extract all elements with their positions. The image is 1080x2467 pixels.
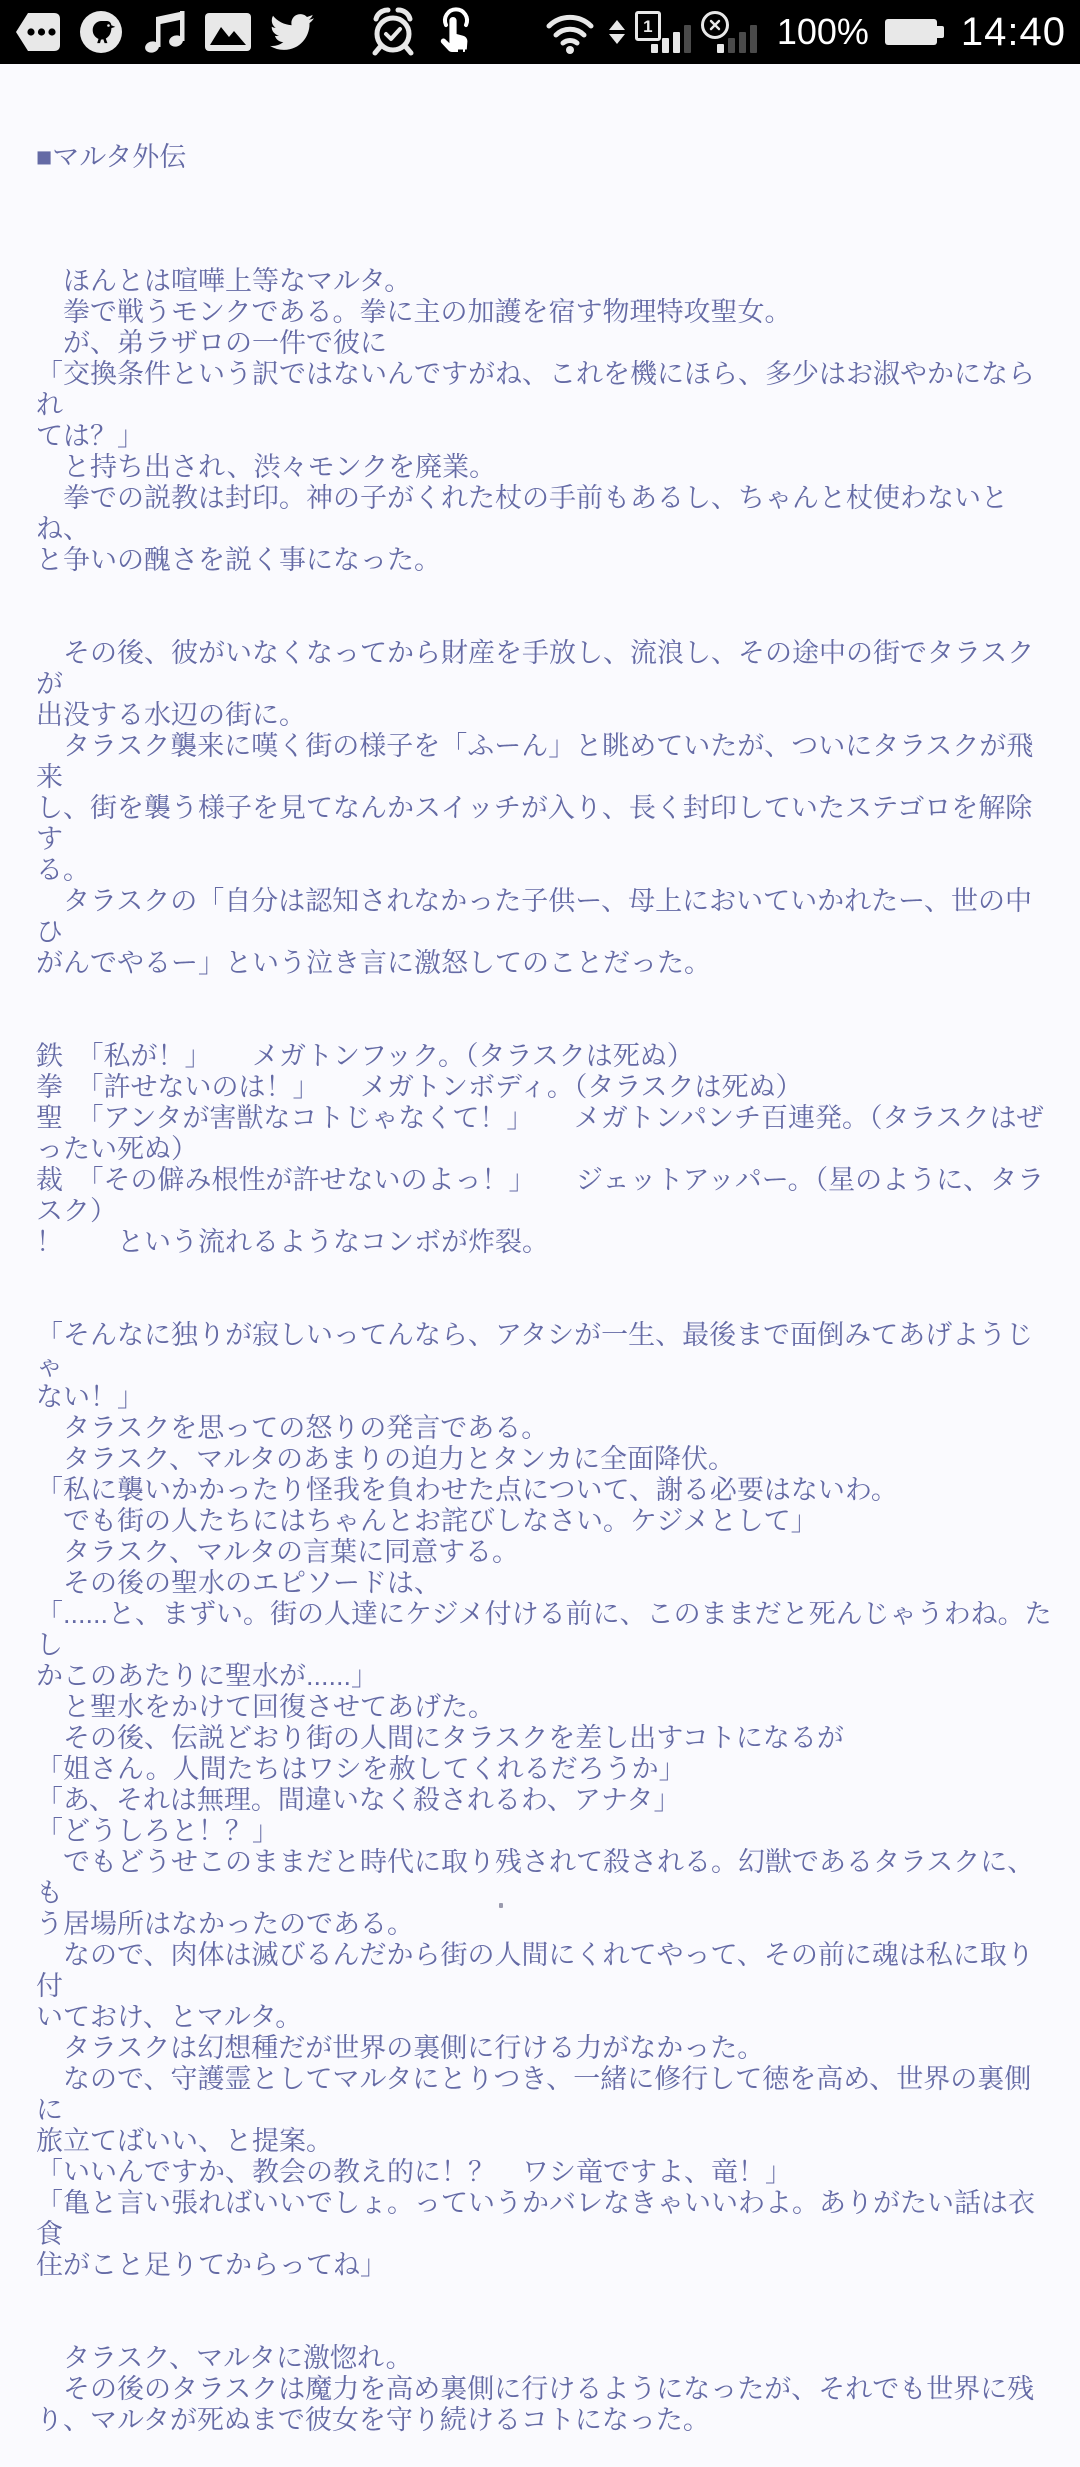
text-line bbox=[36, 607, 1052, 638]
text-line bbox=[36, 2312, 1052, 2343]
text-line: タラスクを思っての怒りの発言である。 bbox=[36, 1413, 549, 1443]
text-line bbox=[36, 235, 1052, 266]
text-line: ては？」 bbox=[36, 421, 144, 451]
text-line bbox=[36, 1289, 1052, 1320]
text-line: ったい死ぬ） bbox=[36, 1134, 198, 1164]
text-line: が、弟ラザロの一件で彼に bbox=[36, 328, 387, 358]
data-arrows-icon bbox=[609, 20, 625, 44]
twitter-icon bbox=[268, 8, 316, 56]
text-line: その後、伝説どおり街の人間にタラスクを差し出すコトになるが bbox=[36, 1723, 844, 1753]
sim1-badge: 1 bbox=[635, 11, 661, 41]
text-line: その後のタラスクは魔力を高め裏側に行けるようになったが、それでも世界に残 bbox=[36, 2374, 1035, 2404]
text-line: と争いの醜さを説く事になった。 bbox=[36, 545, 441, 575]
text-line bbox=[36, 576, 1052, 607]
text-line: 「いいんですか、教会の教え的に！？ ワシ竜ですよ、竜！」 bbox=[36, 2157, 792, 2187]
text-line: と持ち出され、渋々モンクを廃業。 bbox=[36, 452, 497, 482]
battery-icon bbox=[885, 19, 937, 45]
text-line bbox=[36, 1258, 1052, 1289]
text-line: 「......と、まずい。街の人達にケジメ付ける前に、このままだと死んじゃうわね。たし bbox=[36, 1599, 1052, 1660]
text-line: 旅立てばいい、と提案。 bbox=[36, 2126, 333, 2156]
notification-icons bbox=[14, 8, 478, 56]
text-line: 拳 「許せないのは！」 メガトンボディ。（タラスクは死ぬ） bbox=[36, 1072, 803, 1102]
story-text bbox=[36, 235, 1052, 2436]
text-line: 聖 「アンタが害獣なコトじゃなくて！」 メガトンパンチ百連発。（タラスクはぜ bbox=[36, 1103, 1044, 1133]
text-line: がんでやるー」という泣き言に激怒してのことだった。 bbox=[36, 948, 711, 978]
text-line: かこのあたりに聖水が......」 bbox=[36, 1661, 379, 1691]
text-line: その後の聖水のエピソードは、 bbox=[36, 1568, 441, 1598]
text-line: 拳で戦うモンクである。拳に主の加護を宿す物理特攻聖女。 bbox=[36, 297, 792, 327]
text-line: タラスク、マルタに激惚れ。 bbox=[36, 2343, 413, 2373]
wifi-icon bbox=[543, 8, 597, 56]
text-line: なので、守護霊としてマルタにとりつき、一緒に修行して徳を高め、世界の裏側に bbox=[36, 2064, 1032, 2125]
text-line: スク） bbox=[36, 1196, 117, 1226]
page-title: ■マルタ外伝 bbox=[36, 142, 187, 172]
text-line: でもどうせこのままだと時代に取り残されて殺される。幻獣であるタラスクに、も bbox=[36, 1847, 1035, 1908]
text-line: 「どうしろと！？」 bbox=[36, 1816, 279, 1846]
text-line: 出没する水辺の街に。 bbox=[36, 700, 306, 730]
text-line: 裁 「その僻み根性が許せないのよっ！」 ジェットアッパー。（星のように、タラ bbox=[36, 1165, 1045, 1195]
touch-input-icon bbox=[434, 8, 478, 56]
music-icon bbox=[140, 8, 188, 56]
text-line: 「亀と言い張ればいいでしょ。っていうかバレなきゃいいわよ。ありがたい話は衣食 bbox=[36, 2188, 1035, 2249]
text-line: タラスク、マルタの言葉に同意する。 bbox=[36, 1537, 520, 1567]
signal-sim1-icon bbox=[635, 9, 691, 55]
text-line: ！ という流れるようなコンボが炸裂。 bbox=[36, 1227, 549, 1257]
clock: 14:40 bbox=[960, 9, 1066, 54]
text-line bbox=[36, 2281, 1052, 2312]
text-line: り、マルタが死ぬまで彼女を守り続けるコトになった。 bbox=[36, 2405, 710, 2435]
battery-percent: 100% bbox=[776, 11, 869, 52]
alarm-clock-icon bbox=[368, 8, 418, 56]
text-line: 「私に襲いかかったり怪我を負わせた点について、謝る必要はないわ。 bbox=[36, 1475, 898, 1505]
text-line: 「そんなに独りが寂しいってんなら、アタシが一生、最後まで面倒みてあげようじゃ bbox=[36, 1320, 1034, 1381]
stray-mark bbox=[499, 1903, 503, 1908]
text-line: なので、肉体は滅びるんだから街の人間にくれてやって、その前に魂は私に取り付 bbox=[36, 1940, 1034, 2001]
text-line: と聖水をかけて回復させてあげた。 bbox=[36, 1692, 495, 1722]
text-line bbox=[36, 979, 1052, 1010]
text-line bbox=[36, 1010, 1052, 1041]
text-line: し、街を襲う様子を見てなんかスイッチが入り、長く封印していたステゴロを解除す bbox=[36, 793, 1033, 854]
text-line: その後、彼がいなくなってから財産を手放し、流浪し、その途中の街でタラスクが bbox=[36, 638, 1035, 699]
text-line: 住がこと足りてからってね」 bbox=[36, 2250, 387, 2280]
text-line: タラスクは幻想種だが世界の裏側に行ける力がなかった。 bbox=[36, 2033, 765, 2063]
signal-sim2-off-icon bbox=[701, 9, 757, 55]
text-line: る。 bbox=[36, 855, 90, 885]
text-line: 鉄 「私が！」 メガトンフック。（タラスクは死ぬ） bbox=[36, 1041, 694, 1071]
text-line: 「あ、それは無理。間違いなく殺されるわ、アナタ」 bbox=[36, 1785, 681, 1815]
text-line: ほんとは喧嘩上等なマルタ。 bbox=[36, 266, 412, 296]
text-line: でも街の人たちにはちゃんとお詫びしなさい。ケジメとして」 bbox=[36, 1506, 818, 1536]
bird-app-icon bbox=[78, 8, 124, 56]
text-line: タラスク、マルタのあまりの迫力とタンカに全面降伏。 bbox=[36, 1444, 736, 1474]
gallery-icon bbox=[204, 8, 252, 56]
story-document[interactable] bbox=[0, 64, 1080, 2467]
chat-dots-icon bbox=[14, 8, 62, 56]
text-line: 「交換条件という訳ではないんですがね、これを機にほら、多少はお淑やかになられ bbox=[36, 359, 1035, 420]
text-line: タラスクの「自分は認知されなかった子供ー、母上においていかれたー、世の中ひ bbox=[36, 886, 1033, 947]
text-line: 「姐さん。人間たちはワシを赦してくれるだろうか」 bbox=[36, 1754, 686, 1784]
text-line: ない！」 bbox=[36, 1382, 144, 1412]
text-line: いておけ、とマルタ。 bbox=[36, 2002, 303, 2032]
text-line: タラスク襲来に嘆く街の様子を「ふーん」と眺めていたが、ついにタラスクが飛来 bbox=[36, 731, 1034, 792]
text-line: う居場所はなかったのである。 bbox=[36, 1909, 414, 1939]
text-line: 拳での説教は封印。神の子がくれた杖の手前もあるし、ちゃんと杖使わないとね、 bbox=[36, 483, 1008, 544]
status-bar[interactable] bbox=[0, 0, 1080, 64]
